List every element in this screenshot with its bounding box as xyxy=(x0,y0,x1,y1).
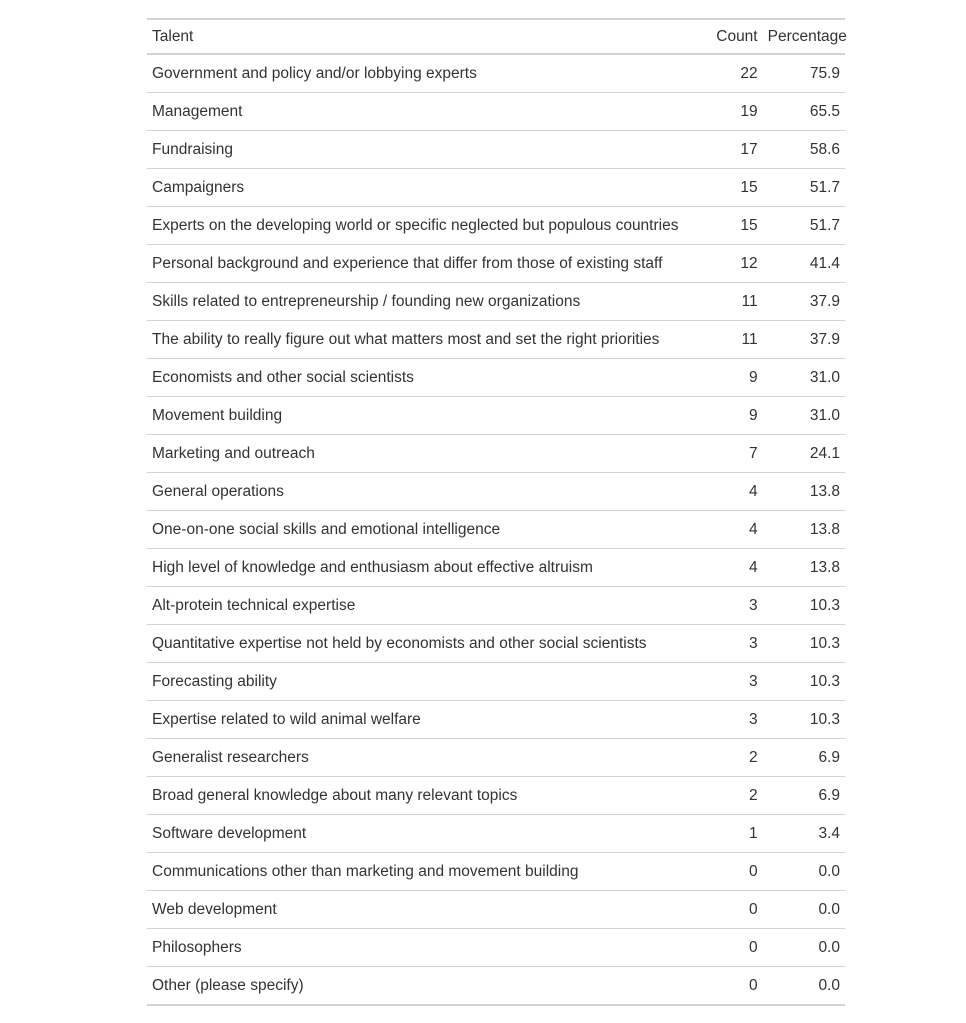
table-row xyxy=(147,853,845,891)
cell-percentage: 0.0 xyxy=(763,929,845,967)
cell-count: 17 xyxy=(711,131,762,169)
cell-percentage: 13.8 xyxy=(763,473,845,511)
cell-percentage: 10.3 xyxy=(763,587,845,625)
cell-talent: One-on-one social skills and emotional intelligence xyxy=(147,511,711,549)
cell-count: 12 xyxy=(711,245,762,283)
header-percentage: Percentage xyxy=(767,27,847,45)
cell-count: 0 xyxy=(711,853,762,891)
cell-count: 2 xyxy=(711,777,762,815)
cell-talent: Expertise related to wild animal welfare xyxy=(147,701,711,739)
cell-talent: Communications other than marketing and movement building xyxy=(147,853,711,891)
cell-talent: Fundraising xyxy=(147,131,711,169)
cell-talent: Philosophers xyxy=(147,929,711,967)
cell-percentage: 10.3 xyxy=(763,663,845,701)
cell-talent: Movement building xyxy=(147,397,711,435)
cell-percentage: 24.1 xyxy=(763,435,845,473)
cell-talent: Broad general knowledge about many relevant topics xyxy=(147,777,711,815)
cell-talent: Personal background and experience that differ from those of existing staff xyxy=(147,245,711,283)
table-row xyxy=(147,663,845,701)
cell-count: 4 xyxy=(711,549,762,587)
cell-count: 0 xyxy=(711,929,762,967)
cell-percentage: 0.0 xyxy=(763,891,845,929)
cell-percentage: 58.6 xyxy=(763,131,845,169)
cell-talent: Alt-protein technical expertise xyxy=(147,587,711,625)
cell-talent: Government and policy and/or lobbying experts xyxy=(147,54,711,93)
table-row xyxy=(147,397,845,435)
cell-talent: Experts on the developing world or specific neglected but populous countries xyxy=(147,207,711,245)
cell-count: 15 xyxy=(711,207,762,245)
cell-count: 9 xyxy=(711,359,762,397)
cell-count: 3 xyxy=(711,625,762,663)
talent-table xyxy=(147,18,845,1006)
cell-percentage: 10.3 xyxy=(763,625,845,663)
cell-count: 4 xyxy=(711,473,762,511)
cell-count: 1 xyxy=(711,815,762,853)
cell-count: 7 xyxy=(711,435,762,473)
table-row xyxy=(147,587,845,625)
table-header xyxy=(147,19,845,54)
cell-percentage: 31.0 xyxy=(763,359,845,397)
cell-count: 0 xyxy=(711,891,762,929)
cell-percentage: 0.0 xyxy=(763,853,845,891)
cell-talent: Web development xyxy=(147,891,711,929)
header-row xyxy=(147,19,845,54)
cell-percentage: 10.3 xyxy=(763,701,845,739)
table-row xyxy=(147,777,845,815)
cell-talent: Campaigners xyxy=(147,169,711,207)
cell-talent: High level of knowledge and enthusiasm about effective altruism xyxy=(147,549,711,587)
table-row xyxy=(147,815,845,853)
cell-count: 19 xyxy=(711,93,762,131)
cell-percentage: 3.4 xyxy=(763,815,845,853)
cell-percentage: 6.9 xyxy=(763,777,845,815)
cell-talent: Economists and other social scientists xyxy=(147,359,711,397)
header-count: Count xyxy=(716,27,758,45)
table-row xyxy=(147,207,845,245)
cell-count: 4 xyxy=(711,511,762,549)
cell-count: 2 xyxy=(711,739,762,777)
table-row xyxy=(147,54,845,93)
cell-talent: General operations xyxy=(147,473,711,511)
cell-count: 15 xyxy=(711,169,762,207)
cell-percentage: 31.0 xyxy=(763,397,845,435)
cell-percentage: 51.7 xyxy=(763,169,845,207)
cell-talent: Management xyxy=(147,93,711,131)
talent-table-container xyxy=(147,18,845,1006)
cell-talent: Marketing and outreach xyxy=(147,435,711,473)
table-row xyxy=(147,967,845,1006)
table-row xyxy=(147,891,845,929)
table-row xyxy=(147,359,845,397)
table-row xyxy=(147,283,845,321)
cell-talent: Skills related to entrepreneurship / founding new organizations xyxy=(147,283,711,321)
cell-count: 3 xyxy=(711,587,762,625)
table-row xyxy=(147,739,845,777)
cell-count: 9 xyxy=(711,397,762,435)
table-row xyxy=(147,473,845,511)
cell-percentage: 41.4 xyxy=(763,245,845,283)
cell-percentage: 51.7 xyxy=(763,207,845,245)
cell-talent: Forecasting ability xyxy=(147,663,711,701)
cell-talent: Software development xyxy=(147,815,711,853)
table-row xyxy=(147,701,845,739)
table-row xyxy=(147,929,845,967)
cell-percentage: 0.0 xyxy=(763,967,845,1006)
cell-talent: The ability to really figure out what matters most and set the right priorities xyxy=(147,321,711,359)
table-row xyxy=(147,321,845,359)
cell-count: 3 xyxy=(711,701,762,739)
cell-percentage: 75.9 xyxy=(763,54,845,93)
table-row xyxy=(147,169,845,207)
cell-percentage: 37.9 xyxy=(763,283,845,321)
cell-percentage: 37.9 xyxy=(763,321,845,359)
cell-count: 3 xyxy=(711,663,762,701)
cell-percentage: 13.8 xyxy=(763,549,845,587)
header-talent: Talent xyxy=(152,27,194,45)
table-row xyxy=(147,245,845,283)
table-row xyxy=(147,625,845,663)
cell-percentage: 13.8 xyxy=(763,511,845,549)
table-row xyxy=(147,549,845,587)
cell-percentage: 65.5 xyxy=(763,93,845,131)
cell-count: 11 xyxy=(711,283,762,321)
table-row xyxy=(147,93,845,131)
cell-count: 0 xyxy=(711,967,762,1006)
table-row xyxy=(147,435,845,473)
table-body xyxy=(147,54,845,1005)
cell-count: 11 xyxy=(711,321,762,359)
cell-talent: Other (please specify) xyxy=(147,967,711,1006)
table-row xyxy=(147,131,845,169)
cell-count: 22 xyxy=(711,54,762,93)
table-row xyxy=(147,511,845,549)
cell-talent: Generalist researchers xyxy=(147,739,711,777)
cell-talent: Quantitative expertise not held by economists and other social scientists xyxy=(147,625,711,663)
cell-percentage: 6.9 xyxy=(763,739,845,777)
